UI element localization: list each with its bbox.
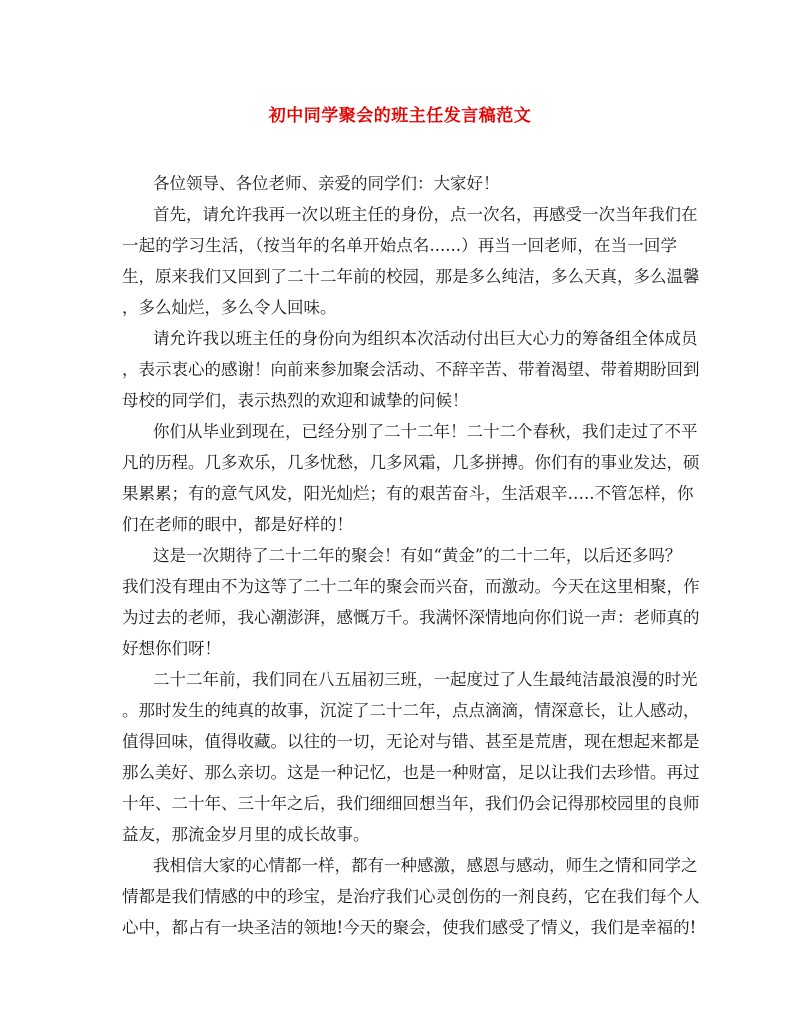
text-line: 好想你们呀！: [122, 639, 221, 658]
text-line: 各位领导、各位老师、亲爱的同学们：大家好！: [153, 174, 500, 193]
text-line: 值得回味，值得收藏。以往的一切，无论对与错、甚至是荒唐，现在想起来都是: [122, 732, 700, 751]
text-line: 为过去的老师，我心潮澎湃，感慨万千。我满怀深情地向你们说一声：老师真的: [122, 608, 700, 627]
document-title: 初中同学聚会的班主任发言稿范文: [268, 106, 532, 126]
text-line: 二十二年前，我们同在八五届初三班，一起度过了人生最纯洁最浪漫的时光: [153, 670, 698, 689]
text-line: 生，原来我们又回到了二十二年前的校园，那是多么纯洁，多么天真，多么温馨: [122, 267, 700, 286]
text-line: 们在老师的眼中，都是好样的！: [122, 515, 353, 534]
text-line: ，表示衷心的感谢！向前来参加聚会活动、不辞辛苦、带着渴望、带着期盼回到: [122, 360, 700, 379]
document-body: [122, 168, 700, 943]
text-line: 这是一次期待了二十二年的聚会！有如“黄金”的二十二年，以后还多吗？: [153, 546, 682, 565]
text-line: 你们从毕业到现在，已经分别了二十二年！二十二个春秋，我们走过了不平: [153, 422, 698, 441]
text-line: 那么美好、那么亲切。这是一种记忆，也是一种财富，足以让我们去珍惜。再过: [122, 763, 700, 782]
text-line: 一起的学习生活，（按当年的名单开始点名......）再当一回老师，在当一回学: [122, 236, 677, 255]
text-line: 我相信大家的心情都一样，都有一种感激，感恩与感动，师生之情和同学之: [153, 856, 698, 875]
text-line: 我们没有理由不为这等了二十二年的聚会而兴奋，而激动。今天在这里相聚，作: [122, 577, 700, 596]
text-line: 十年、二十年、三十年之后，我们细细回想当年，我们仍会记得那校园里的良师: [122, 794, 700, 813]
text-line: 凡的历程。几多欢乐，几多忧愁，几多风霜，几多拼搏。你们有的事业发达，硕: [122, 453, 700, 472]
paragraph: [122, 199, 700, 323]
paragraph: [122, 850, 700, 943]
text-line: 益友，那流金岁月里的成长故事。: [122, 825, 370, 844]
text-line: 。那时发生的纯真的故事，沉淀了二十二年，点点滴滴，情深意长，让人感动，: [122, 701, 700, 720]
paragraph: [122, 664, 700, 850]
text-line: ，多么灿烂，多么令人回味。: [122, 298, 337, 317]
text-line: 心中，都占有一块圣洁的领地!今天的聚会，使我们感受了情义，我们是幸福的!: [122, 918, 697, 937]
paragraph: [122, 540, 700, 664]
paragraph: [122, 416, 700, 540]
text-line: 母校的同学们，表示热烈的欢迎和诚挚的问候！: [122, 391, 469, 410]
text-line: 请允许我以班主任的身份向为组织本次活动付出巨大心力的筹备组全体成员: [153, 329, 698, 348]
text-line: 情都是我们情感的中的珍宝，是治疗我们心灵创伤的一剂良药，它在我们每个人: [122, 887, 700, 906]
paragraph: [122, 168, 677, 199]
text-line: 果累累；有的意气风发，阳光灿烂；有的艰苦奋斗，生活艰辛…..不管怎样，你: [122, 484, 694, 503]
paragraph: [122, 323, 700, 416]
text-line: 首先，请允许我再一次以班主任的身份，点一次名，再感受一次当年我们在: [153, 205, 698, 224]
